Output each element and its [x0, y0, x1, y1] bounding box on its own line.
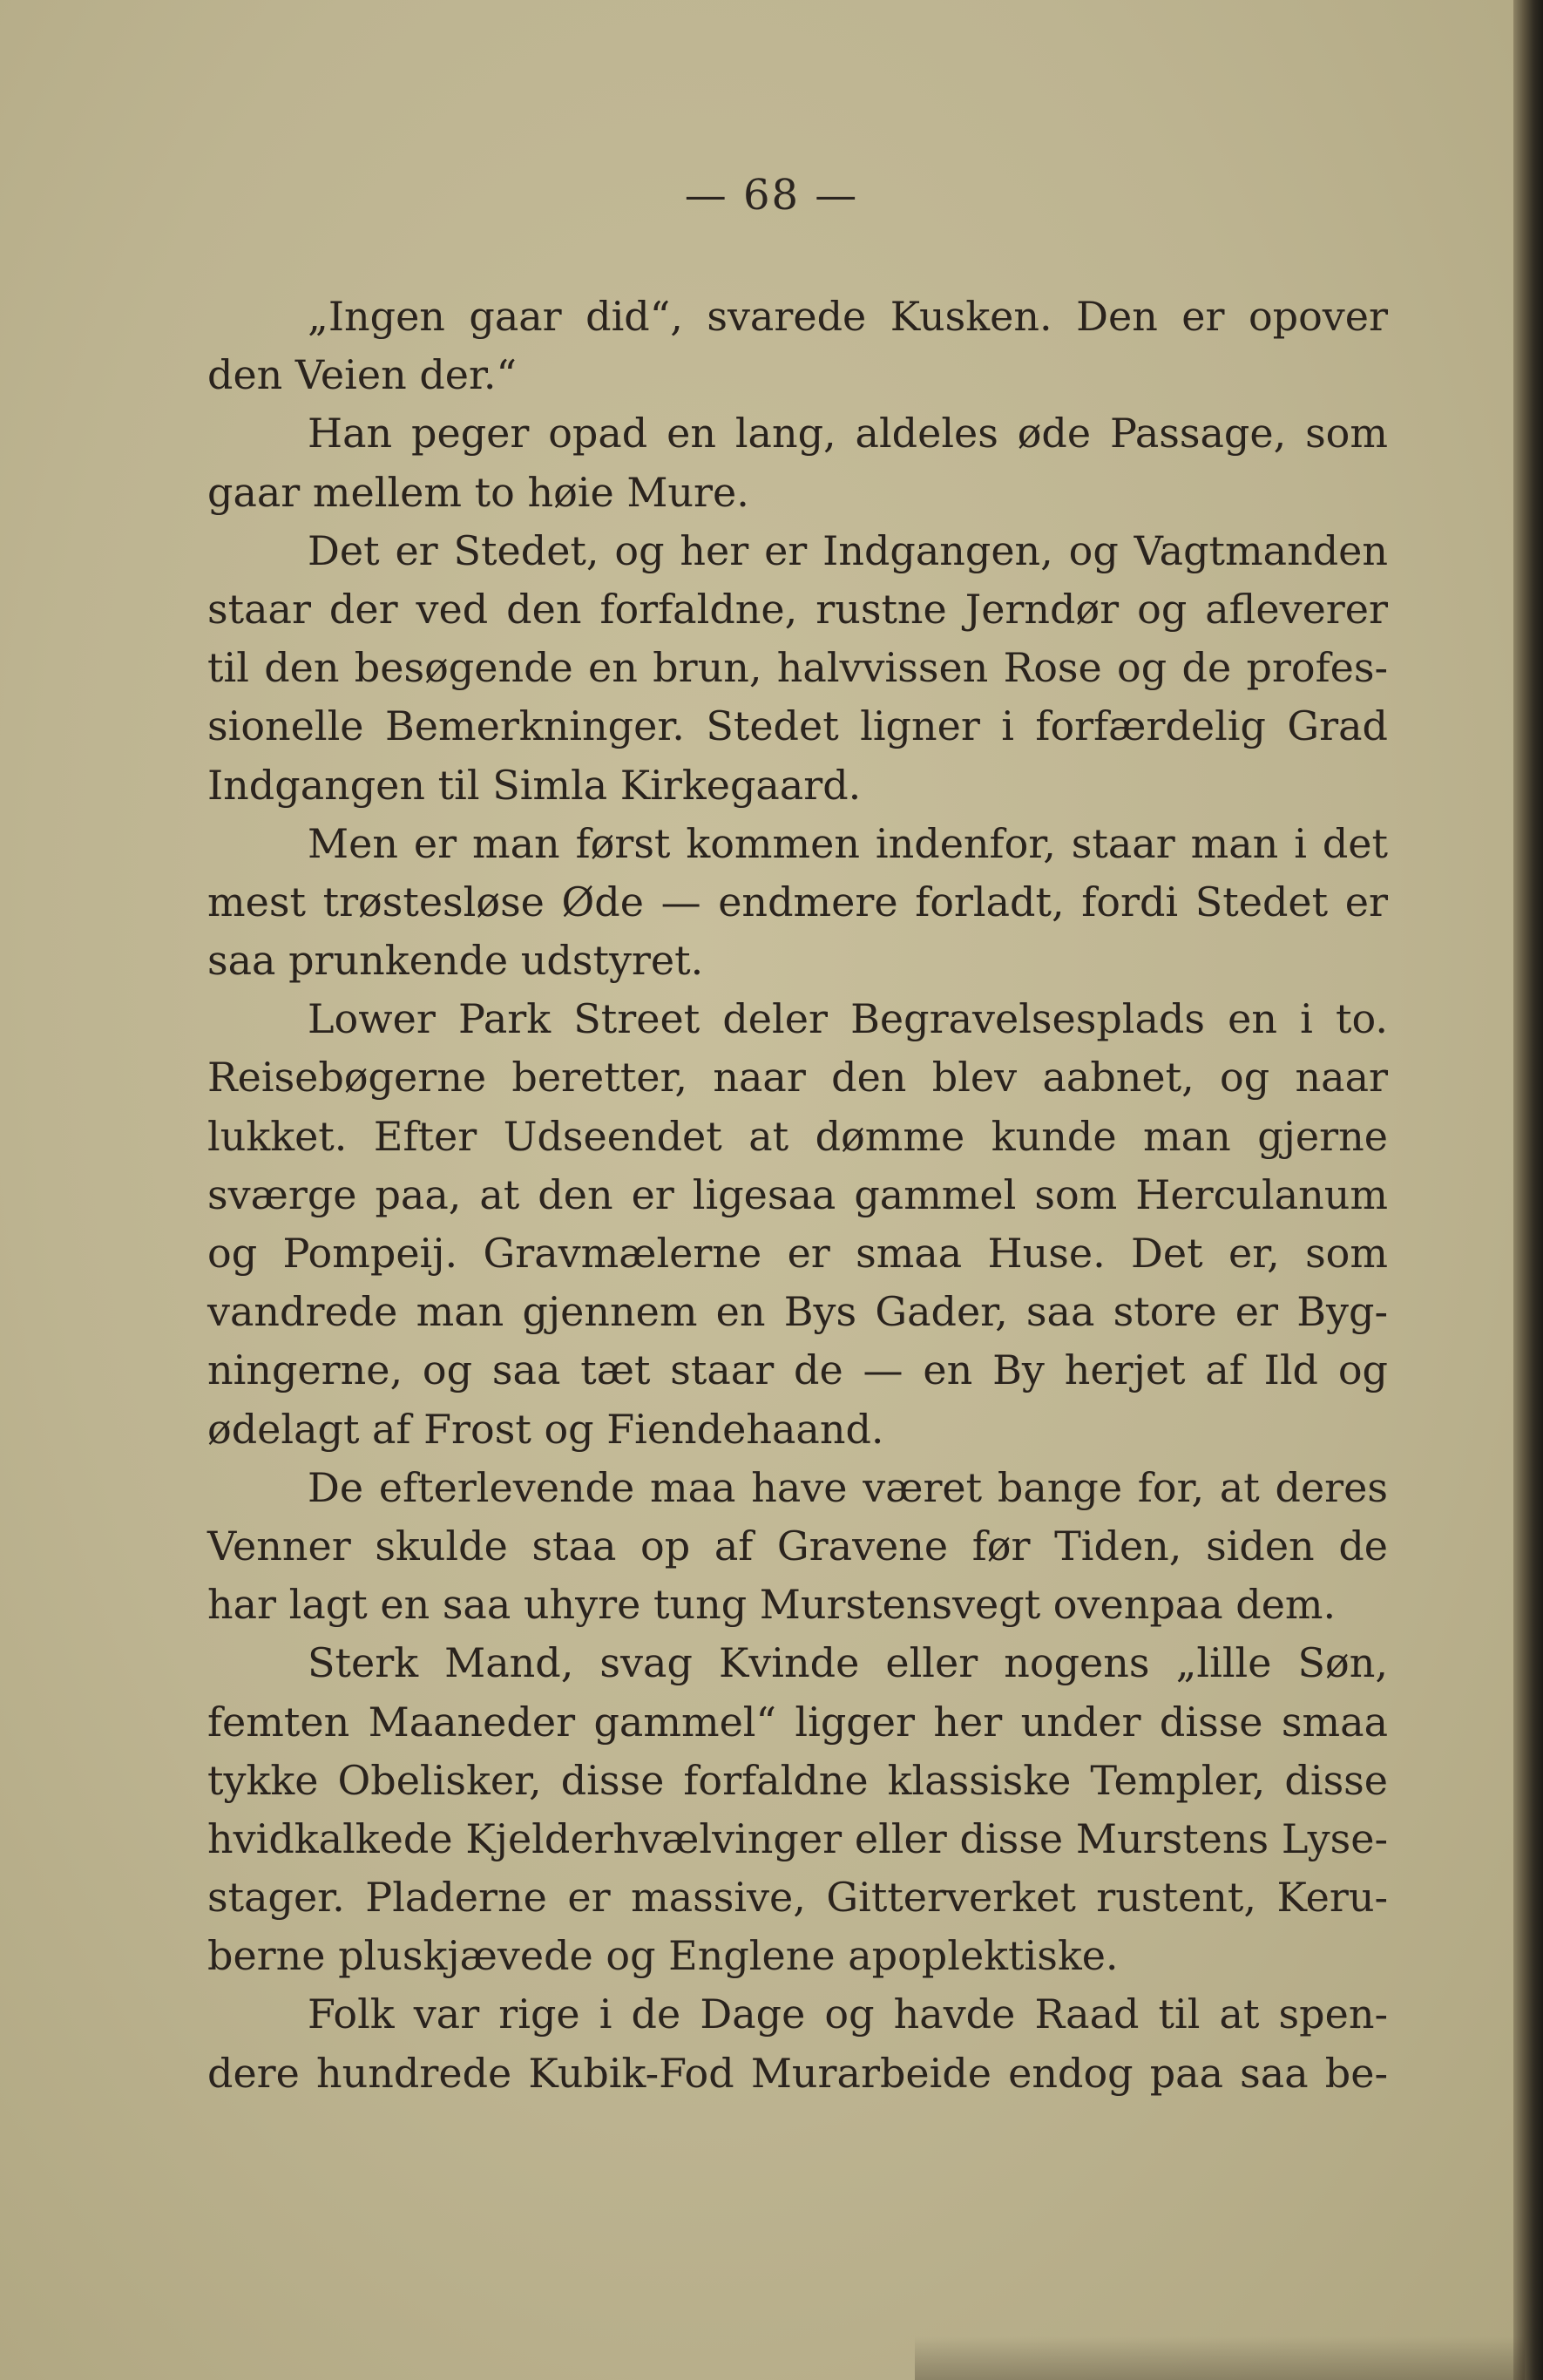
text-line: Sterk Mand, svag Kvinde eller nogens „lille Søn, — [308, 1639, 1388, 1687]
text-line: Det er Stedet, og her er Indgangen, og Vagtmanden — [308, 526, 1388, 574]
text-line: stager. Pladerne er massive, Gitterverket rustent, Keru- — [207, 1874, 1388, 1922]
text-line: og Pompeij. Gravmælerne er smaa Huse. Det er, som — [207, 1230, 1388, 1277]
text-line: gaar mellem to høie Mure. — [207, 468, 749, 516]
text-line: Han peger opad en lang, aldeles øde Passage, som — [308, 410, 1388, 458]
text-line: den Veien der.“ — [207, 351, 518, 399]
text-line: ødelagt af Frost og Fiendehaand. — [207, 1405, 884, 1453]
text-line: lukket. Efter Udseendet at dømme kunde man gjerne — [207, 1112, 1388, 1160]
text-line: ningerne, og saa tæt staar de — en By herjet af Ild og — [207, 1346, 1388, 1394]
text-line: Folk var rige i de Dage og havde Raad til at spen- — [308, 1990, 1388, 2038]
text-line: „Ingen gaar did“, svarede Kusken. Den er opover — [308, 293, 1388, 340]
text-line: Indgangen til Simla Kirkegaard. — [207, 761, 862, 809]
text-line: hvidkalkede Kjelderhvælvinger eller disse Murstens Lyse- — [207, 1814, 1388, 1862]
text-line: staar der ved den forfaldne, rustne Jerndør og afleverer — [207, 585, 1388, 633]
text-line: til den besøgende en brun, halvvissen Rose og de profes- — [207, 644, 1388, 692]
text-line: saa prunkende udstyret. — [207, 937, 704, 985]
book-spine-edge — [1513, 0, 1543, 2380]
text-line: dere hundrede Kubik-Fod Murarbeide endog paa saa be- — [207, 2049, 1388, 2097]
text-line: sværge paa, at den er ligesaa gammel som Herculanum — [207, 1170, 1388, 1218]
text-line: har lagt en saa uhyre tung Murstensvegt ovenpaa dem. — [207, 1581, 1337, 1629]
text-line: berne pluskjævede og Englene apoplektiske. — [207, 1932, 1119, 1980]
page-shadow — [915, 2336, 1525, 2380]
text-line: mest trøstesløse Øde — endmere forladt, fordi Stedet er — [207, 878, 1388, 926]
text-line: Men er man først kommen indenfor, staar man i det — [308, 819, 1388, 867]
text-line: femten Maaneder gammel“ ligger her under disse smaa — [207, 1698, 1388, 1746]
text-line: Lower Park Street deler Begravelsesplads en i to. — [308, 995, 1388, 1043]
text-line: vandrede man gjennem en Bys Gader, saa store er Byg- — [207, 1288, 1388, 1336]
body-text — [207, 288, 1388, 2103]
text-line: Reisebøgerne beretter, naar den blev aabnet, og naar — [207, 1054, 1388, 1102]
text-line: tykke Obelisker, disse forfaldne klassiske Templer, disse — [207, 1756, 1388, 1804]
text-line: sionelle Bemerkninger. Stedet ligner i forfærdelig Grad — [207, 702, 1388, 750]
page-number: — 68 — — [684, 171, 859, 220]
text-line: De efterlevende maa have været bange for, at deres — [308, 1463, 1388, 1511]
text-line: Venner skulde staa op af Gravene før Tiden, siden de — [207, 1522, 1388, 1570]
